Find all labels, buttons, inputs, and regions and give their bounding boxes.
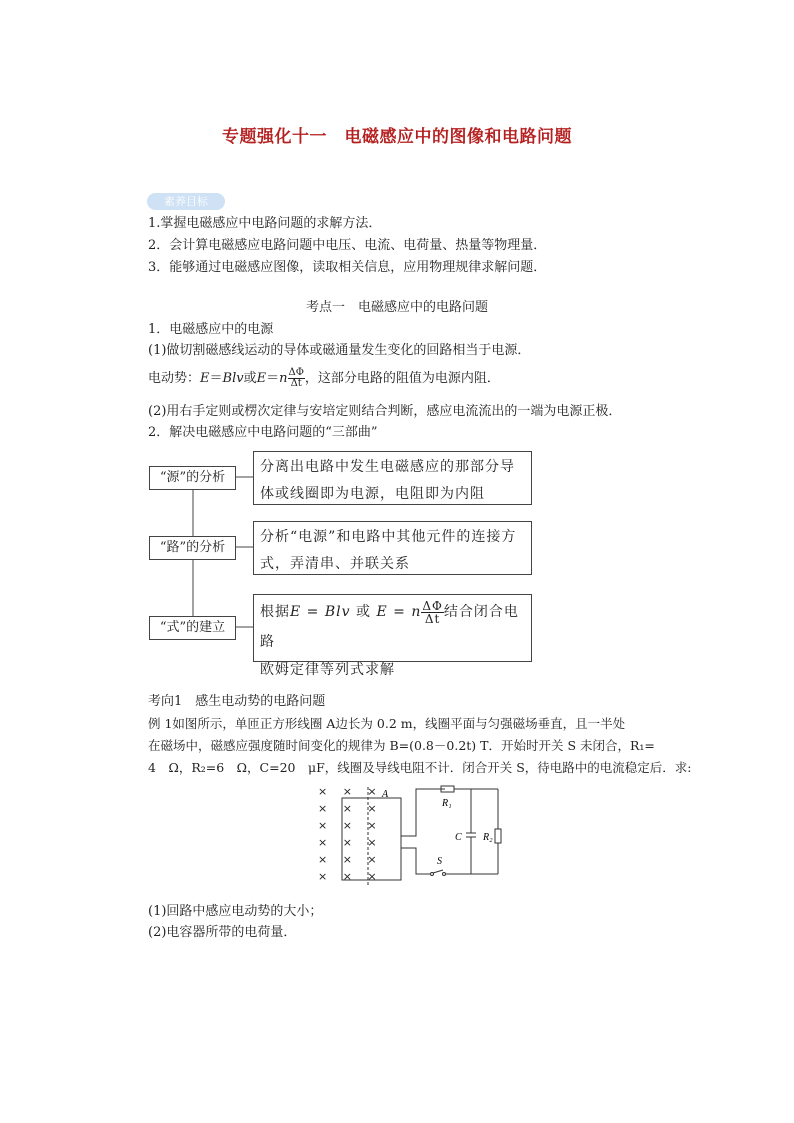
flux-fraction [421, 600, 444, 625]
equals: = [301, 604, 325, 620]
r1-label: R₁ [442, 798, 452, 809]
wire-top [401, 789, 445, 836]
blv: Blv [222, 371, 244, 386]
subheading: 2．解决电磁感应中电路问题的“三部曲” [148, 425, 378, 440]
cap-label: C [455, 832, 462, 843]
goals-badge: 素养目标 [147, 193, 225, 210]
magnetic-field-row: × × × [318, 785, 383, 798]
goal-item: 2．会计算电磁感应电路问题中电压、电流、电荷量、热量等物理量． [148, 238, 547, 253]
coil-label: A [382, 789, 389, 800]
flow-desc-line: 分离出电路中发生电磁感应的那部分导 [260, 459, 515, 475]
flow-desc-circuit [253, 521, 532, 575]
example-line: 4 Ω，R₂=6 Ω，C=20 μF，线圈及导线电阻不计．闭合开关 S，待电路中的电流稳定后．求: [148, 760, 692, 775]
flux-fraction [288, 368, 305, 389]
fraction-denominator: Δt [424, 611, 441, 626]
equals: = [387, 604, 412, 620]
question: (1)回路中感应电动势的大小； [148, 904, 323, 919]
or-text: 或 [243, 371, 257, 386]
fraction-numerator: ΔΦ [422, 598, 443, 613]
flow-desc-line: 体或线圈即为电源，电阻即为内阻 [260, 486, 485, 502]
example-line: 例 1如图所示，单匝正方形线圈 A边长为 0.2 m，线圈平面与匀强磁场垂直，且一半处 [148, 716, 626, 731]
emf-symbol: E [376, 604, 388, 620]
turns-n: n [411, 604, 422, 620]
emf-formula-line [148, 368, 500, 389]
emf-label: 电动势： [148, 371, 201, 386]
paragraph: (1)做切割磁感线运动的导体或磁通量发生变化的回路相当于电源． [148, 343, 531, 358]
text: 结合闭合电路 [260, 604, 519, 650]
flow-desc-line: 式，弄清串、并联关系 [260, 556, 410, 572]
blv: Blv [324, 604, 351, 620]
switch-blade [433, 870, 443, 873]
fraction-denominator: Δt [290, 378, 302, 389]
emf-symbol: E [290, 604, 302, 620]
subheading: 1．电磁感应中的电源 [148, 322, 274, 337]
emf-tail: ，这部分电路的阻值为电源内阻． [304, 371, 500, 386]
paragraph: (2)用右手定则或楞次定律与安培定则结合判断，感应电流流出的一端为电源正极． [148, 404, 622, 419]
page-title: 专题强化十一 电磁感应中的图像和电路问题 [222, 127, 572, 147]
switch-label: S [437, 856, 442, 867]
flow-desc-source [253, 451, 532, 505]
emf-symbol: E [200, 371, 210, 386]
text: 根据 [260, 604, 290, 620]
flow-desc-line: 分析“电源”和电路中其他元件的连接方 [260, 529, 517, 545]
magnetic-field-row: × × × [318, 802, 383, 815]
section-heading: 考点一 电磁感应中的电路问题 [305, 300, 488, 315]
equals: ＝ [266, 371, 280, 386]
turns-n: n [279, 371, 288, 386]
question: (2)电容器所带的电荷量． [148, 925, 297, 940]
emf-symbol: E [256, 371, 267, 386]
equals: ＝ [209, 371, 223, 386]
goal-item: 3．能够通过电磁感应图像，读取相关信息，应用物理规律求解问题． [148, 260, 547, 275]
magnetic-field-row: × × × [318, 836, 383, 849]
example-heading: 考向1 感生电动势的电路问题 [148, 694, 326, 709]
magnetic-field-row: × × × [318, 819, 383, 832]
flow-label-formula: “式”的建立 [149, 616, 236, 640]
flow-desc-line [260, 597, 525, 657]
resistor-r2 [495, 829, 501, 843]
wire-bottom [401, 848, 430, 874]
flow-desc-formula [253, 594, 532, 678]
r2-label: R₂ [483, 832, 493, 843]
example-line: 在磁场中，磁感应强度随时间变化的规律为 B=(0.8－0.2t) T．开始时开关 S 未闭合，R₁= [148, 738, 655, 753]
or-text: 或 [350, 604, 377, 620]
flow-label-source: “源”的分析 [149, 466, 236, 490]
goal-item: 1.掌握电磁感应中电路问题的求解方法． [148, 216, 382, 231]
fraction-numerator: ΔΦ [288, 367, 304, 378]
flow-label-circuit: “路”的分析 [149, 536, 236, 560]
magnetic-field-row: × × × [318, 853, 383, 866]
flow-desc-line: 欧姆定律等列式求解 [260, 662, 395, 678]
magnetic-field-row: × × × [318, 870, 383, 883]
